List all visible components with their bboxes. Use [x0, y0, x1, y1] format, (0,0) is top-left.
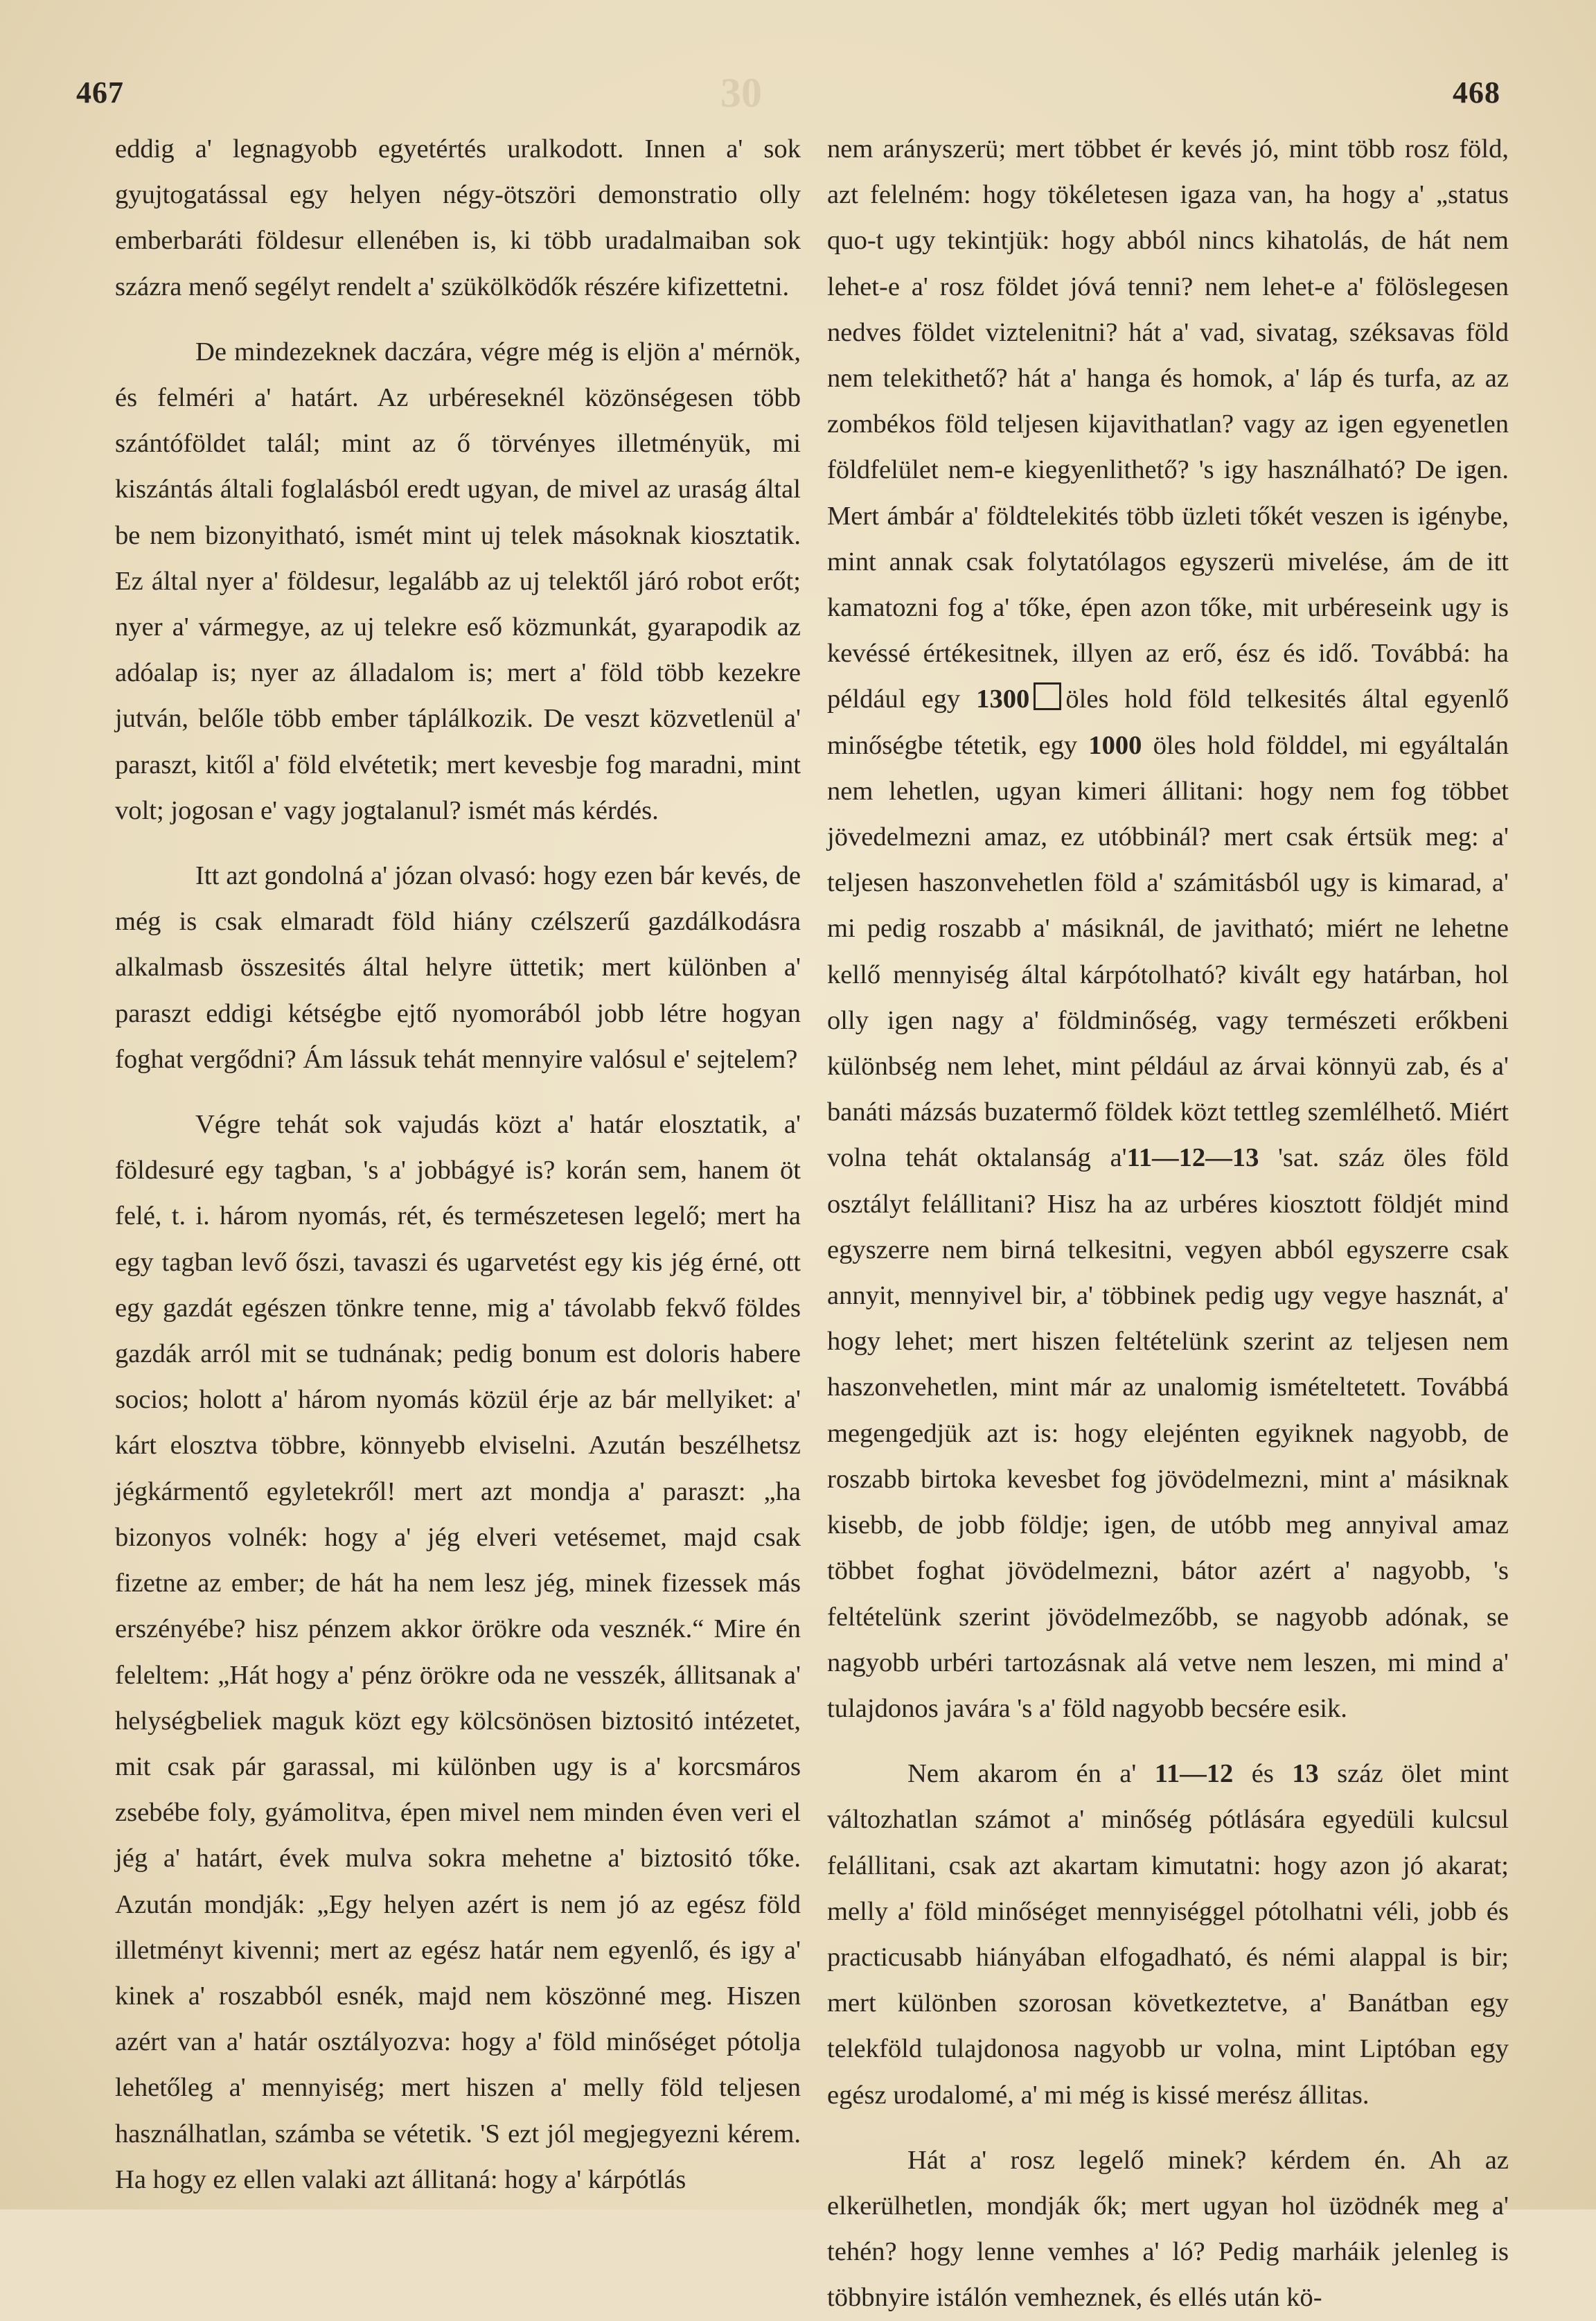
right-paragraph-3: Hát a' rosz legelő minek? kérdem én. Ah az elkerülhetlen, mondják ők; mert ugyan hol üzödnék meg a' tehén? hogy lenne vemhes a' ló? Pedig marháik jelenleg is többnyire istálón vemheznek, és ellés után kö-	[827, 2145, 1509, 2313]
right-paragraph-1-part-b: öles hold föld telkesités által egyenlő minőségbe tétetik, egy	[827, 685, 1509, 760]
numbers-11-12-13: 11—12—13	[1126, 1143, 1259, 1173]
right-paragraph-1	[827, 126, 1509, 1731]
page-number-left: 467	[76, 76, 124, 109]
left-paragraph-4: Végre tehát sok vajudás közt a' határ elosztatik, a' földesuré egy tagban, 's a' jobbágyé is? korán sem, hanem öt felé, t. i. három nyomás, rét, és természetesen legelő; mert ha egy tagban levő őszi, tavaszi és ugarvetést egy kis jég érné, ott egy gazdát egészen tönkre tenne, mig a' távolabb fekvő földes gazdák arról mit se tudnának; pedig bonum est doloris habere socios; holott a' három nyomás közül érje az bár mellyiket: a' kárt elosztva többre, könnyebb elviselni. Azután beszélhetsz jégkármentő egyletekről! mert azt mondja a' paraszt: „ha bizonyos volnék: hogy a' jég elveri vetésemet, majd csak fizetne az ember; de hát ha nem lesz jég, minek fizessek más erszényébe? hisz pénzem akkor örökre oda vesznék.“ Mire én feleltem: „Hát hogy a' pénz örökre oda ne vesszék, állitsanak a' helységbeliek maguk közt egy kölcsönösen biztositó intézetet, mit csak pár garassal, mi különben ugy is a' korcsmáros zsebébe foly, gyámolitva, épen mivel nem minden éven veri el jég a' határt, évek mulva sokra mehetne a' biztositó tőke. Azután mondják: „Egy helyen azért is nem jó az egész föld illetményt kivenni; mert az egész határ nem egyenlő, és igy a' kinek a' roszabból esnék, majd nem köszönné meg. Hiszen azért van a' határ osztályozva: hogy a' föld minőséget pótolja lehetőleg a' mennyiség; mert hiszen a' melly föld teljesen használhatlan, számba se vétetik. 'S ezt jól megjegyezni kérem. Ha hogy ez ellen valaki azt állitaná: hogy a' kárpótlás	[115, 1110, 801, 2194]
square-unit-icon	[1034, 682, 1061, 710]
numbers-11-12: 11—12	[1154, 1759, 1234, 1789]
right-paragraph-1-part-a: nem arányszerü; mert többet ér kevés jó, mint több rosz föld, azt felelném: hogy tökéletesen igaza van, ha hogy a' „status quo-t ugy tekintjük: hogy abból nincs kihatolás, de hát nem lehet-e a' rosz földet jóvá tenni? nem lehet-e a' fölöslegesen nedves földet viztelenitni? hát a' vad, sivatag, széksavas föld nem telekithető? hát a' hanga és homok, a' láp és turfa, az az zombékos föld teljesen kijavithatlan? vagy az igen egyenetlen földfelület nem-e kiegyenlithető? 's igy használható? De igen. Mert ámbár a' földtelekités több üzleti tőkét veszen is igénybe, mint annak csak folytatólagos egyszerü mivelése, ám de itt kamatozni fog a' tőke, épen azon tőke, mit urbéreseink ugy is kevéssé értékesitnek, illyen az erő, ész és idő. Továbbá: ha például egy	[827, 134, 1509, 714]
left-paragraph-1: eddig a' legnagyobb egyetértés uralkodott. Innen a' sok gyujtogatással egy helyen négy-ötszöri demonstratio olly emberbaráti földesur ellenében is, ki több uradalmaiban sok százra menő segélyt rendelt a' szükölködők részére kifizettetni.	[115, 134, 801, 301]
left-column	[115, 126, 801, 2203]
right-paragraph-2	[827, 1751, 1509, 2118]
number-1000: 1000	[1088, 730, 1142, 760]
right-paragraph-1-part-d: 'sat. száz öles föld osztályt felállitani? Hisz ha az urbéres kiosztott földjét mind egyszerre nem birná telkesitni, vegyen abból egyszerre csak annyit, mennyivel bir, a' többinek pedig ugy vegye hasznát, a' hogy lehet; mert hiszen feltételünk szerint az teljesen nem haszonvehetlen, mint már az unalomig ismételtetett. Továbbá megengedjük azt is: hogy elejénten egyiknek nagyobb, de roszabb birtoka kevesbet fog jövödelmezni, mint a' másiknak kisebb, de jobb földje; igen, de utóbb meg annyival amaz többet foghat jövödelmezni, bátor azért a' nagyobb, 's feltételünk szerint jövödelmezőbb, se nagyobb adónak, se nagyobb urbéri tartozásnak alá vetve nem leszen, mi mind a' tulajdonos javára 's a' föld nagyobb becsére esik.	[827, 1143, 1509, 1723]
number-1300: 1300	[976, 685, 1030, 714]
bleed-through-mark: 30	[720, 70, 762, 116]
left-paragraph-3: Itt azt gondolná a' józan olvasó: hogy ezen bár kevés, de még is csak elmaradt föld hiány czélszerű gazdálkodásra alkalmasb összesités által helyre üttetik; mert különben a' paraszt eddigi kétségbe ejtő nyomorából jobb létre hogyan foghat vergődni? Ám lássuk tehát mennyire valósul e' sejtelem?	[115, 861, 801, 1074]
right-paragraph-2-part-b: száz ölet mint változhatlan számot a' minőség pótlására egyedüli kulcsul felállitani, csak azt akartam kimutatni: hogy azon jó akarat; melly a' föld minőséget mennyiséggel pótolhatni véli, jobb és practicusabb hiányában elfogadható, és némi alappal is bir; mert különben szorosan következtetve, a' Banátban egy telekföld tulajdonosa nagyobb ur volna, mint Liptóban egy egész urodalomé, a' mi még is kissé merész állitas.	[827, 1759, 1509, 2110]
page-number-right: 468	[1453, 76, 1500, 109]
right-paragraph-1-part-c: öles hold földdel, mi egyáltalán nem lehetlen, ugyan kimeri állitani: hogy nem fog többet jövedelmezni amaz, ez utóbbinál? mert csak értsük meg: a' teljesen haszonvehetlen föld a' számitásból ugy is kimarad, a' mi pedig roszabb a' másiknál, de javitható; miért ne lehetne kellő mennyiség által kárpótolható? kivált egy határban, hol olly igen nagy a' földminőség, vagy természeti erőkbeni különbség nem lehet, mint például az árvai könnyü zab, és a' banáti mázsás buzatermő földek közt tettleg szemlélhető. Miért volna tehát oktalanság a'	[827, 730, 1509, 1173]
left-paragraph-2: De mindezeknek daczára, végre még is eljön a' mérnök, és felméri a' határt. Az urbéreseknél közönségesen több szántóföldet talál; mint az ő törvényes illetményük, mi kiszántás általi foglalásból eredt ugyan, de mivel az uraság által be nem bizonyitható, ismét mint uj telek másoknak kiosztatik. Ez által nyer a' földesur, legalább az uj telektől járó robot erőt; nyer a' vármegye, az uj telekre eső közmunkát, gyarapodik az adóalap is; nyer az álladalom is; mert a' föld több kezekre jutván, belőle több ember táplálkozik. De veszt közvetlenül a' paraszt, kitől a' föld elvétetik; mert kevesbje fog maradni, mint volt; jogosan e' vagy jogtalanul? ismét más kérdés.	[115, 337, 801, 825]
right-paragraph-2-and: és	[1251, 1759, 1274, 1789]
right-column	[827, 126, 1509, 2321]
number-13: 13	[1292, 1759, 1319, 1789]
right-paragraph-2-part-a: Nem akarom én a'	[907, 1759, 1137, 1789]
